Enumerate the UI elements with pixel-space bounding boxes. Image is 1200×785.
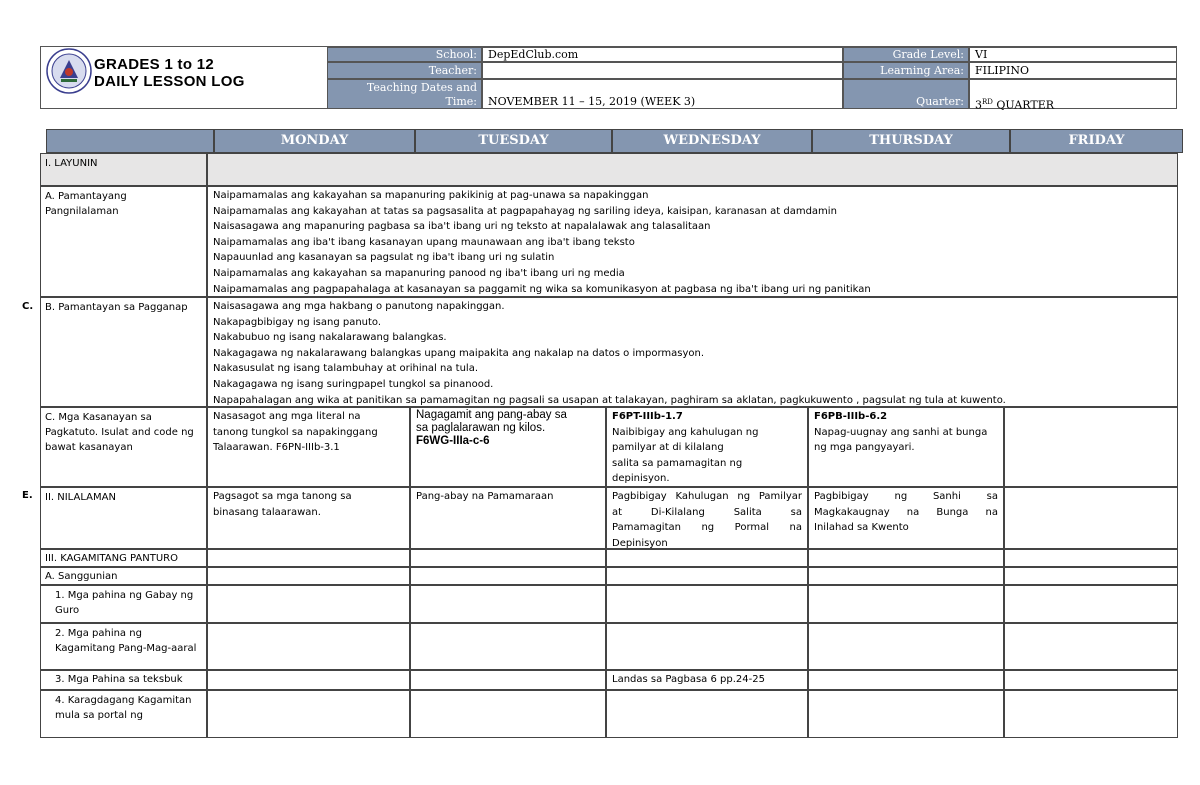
- teksbuk-thursday: [808, 670, 1004, 690]
- day-header-friday: FRIDAY: [1010, 129, 1183, 153]
- kasanayan-tuesday-line: sa paglalarawan ng kilos.: [416, 422, 546, 434]
- pagganap-line: Nakagagawa ng isang suringpapel tungkol sa pinanood.: [213, 378, 494, 390]
- quarter-value: [969, 79, 1177, 112]
- karagdagang-friday: [1004, 690, 1178, 738]
- sanggunian-monday: [207, 567, 410, 585]
- kagamitang-thursday: [808, 549, 1004, 567]
- page-title-line1: GRADES 1 to 12: [94, 56, 215, 73]
- gabay-wednesday: [606, 585, 808, 623]
- karagdagang-thursday: [808, 690, 1004, 738]
- nilalaman-wednesday-line: Depinisyon: [612, 537, 668, 549]
- nilalaman-wednesday-line: Pagbibigay Kahulugan ng Pamilyar: [612, 491, 802, 502]
- karagdagang-wednesday: [606, 690, 808, 738]
- dates-label-line1: Teaching Dates and: [366, 81, 477, 94]
- kasanayan-tuesday-line: Nagagamit ang pang-abay sa: [416, 409, 567, 421]
- teksbuk-wednesday: Landas sa Pagbasa 6 pp.24-25: [606, 670, 808, 690]
- row-label-karagdagang: 4. Karagdagang Kagamitan mula sa portal ng: [40, 690, 207, 738]
- pamantayang-line: Naipamamalas ang kakayahan sa mapanuring pakikinig at pag-unawa sa napakinggan: [213, 190, 649, 201]
- nilalaman-wednesday: [606, 487, 808, 549]
- kasanayan-wednesday-line: pamilyar at di kilalang: [612, 442, 724, 454]
- nilalaman-monday: [207, 487, 410, 549]
- quarter-sup: RD: [982, 98, 993, 106]
- teksbuk-monday: [207, 670, 410, 690]
- sanggunian-friday: [1004, 567, 1178, 585]
- gabay-thursday: [808, 585, 1004, 623]
- row-label-kagamitang-pang: 2. Mga pahina ng Kagamitang Pang-Mag-aaral: [40, 623, 207, 670]
- kasanayan-monday: [207, 407, 410, 487]
- day-header-monday: MONDAY: [214, 129, 415, 153]
- nilalaman-wednesday-line: Pamamagitan ng Pormal na: [612, 522, 802, 534]
- kasanayan-thursday-line: ng mga pangyayari.: [814, 442, 915, 454]
- row-label-gabay: 1. Mga pahina ng Gabay ng Guro: [40, 585, 207, 623]
- marker-c: C.: [22, 301, 34, 312]
- kagamitang-pang-tuesday: [410, 623, 606, 670]
- kasanayan-wednesday: [606, 407, 808, 487]
- nilalaman-tuesday-line: Pang-abay na Pamamaraan: [416, 491, 554, 502]
- row-label-pagganap: B. Pamantayan sa Pagganap: [40, 297, 207, 407]
- gabay-tuesday: [410, 585, 606, 623]
- deped-seal-icon: [46, 48, 92, 94]
- nilalaman-tuesday: [410, 487, 606, 549]
- kasanayan-thursday: [808, 407, 1004, 487]
- kagamitang-tuesday: [410, 549, 606, 567]
- pamantayang-line: Naipamamalas ang pagpapahalaga at kasanayan sa paggamit ng wika sa komunikasyon at pagbasa ng iba't ibang uri ng panitikan: [213, 283, 871, 295]
- kasanayan-friday: [1004, 407, 1178, 487]
- row-label-teksbuk: 3. Mga Pahina sa teksbuk: [40, 670, 207, 690]
- kagamitang-pang-wednesday: [606, 623, 808, 670]
- row-label-nilalaman: II. NILALAMAN: [40, 487, 207, 549]
- row-label-kasanayan: C. Mga Kasanayan sa Pagkatuto. Isulat and code ng bawat kasanayan: [40, 407, 207, 487]
- pamantayang-line: Napauunlad ang kasanayan sa pagsulat ng iba't ibang uri ng sulatin: [213, 252, 555, 264]
- kasanayan-thursday-code: F6PB-IIIb-6.2: [814, 411, 888, 422]
- nilalaman-thursday: [808, 487, 1004, 549]
- kagamitang-monday: [207, 549, 410, 567]
- teacher-label: Teacher:: [327, 62, 482, 79]
- kasanayan-tuesday-code: F6WG-IIIa-c-6: [416, 435, 490, 447]
- kagamitang-friday: [1004, 549, 1178, 567]
- kasanayan-monday-line: Talaarawan. F6PN-IIIb-3.1: [213, 442, 340, 454]
- row-layunin-content: [207, 153, 1178, 186]
- nilalaman-monday-line: Pagsagot sa mga tanong sa: [213, 491, 352, 502]
- karagdagang-tuesday: [410, 690, 606, 738]
- kasanayan-wednesday-code: F6PT-IIIb-1.7: [612, 411, 683, 422]
- nilalaman-thursday-line: Magkakaugnay na Bunga na: [814, 506, 998, 518]
- day-header-blank: [46, 129, 214, 153]
- teacher-value: [482, 62, 843, 79]
- school-value: DepEdClub.com: [482, 47, 843, 62]
- kagamitang-wednesday: [606, 549, 808, 567]
- sanggunian-tuesday: [410, 567, 606, 585]
- row-label-sanggunian: A. Sanggunian: [40, 567, 207, 585]
- nilalaman-thursday-line: Inilahad sa Kwento: [814, 522, 909, 534]
- quarter-label: Quarter:: [843, 79, 969, 109]
- nilalaman-thursday-line: Pagbibigay ng Sanhi sa: [814, 491, 998, 502]
- kasanayan-thursday-line: Napag-uugnay ang sanhi at bunga: [814, 426, 988, 438]
- dates-label-line2: Time:: [445, 95, 477, 108]
- day-header-wednesday: WEDNESDAY: [612, 129, 812, 153]
- pagganap-line: Naisasagawa ang mga hakbang o panutong napakinggan.: [213, 301, 505, 312]
- school-label: School:: [327, 47, 482, 62]
- marker-e: E.: [22, 490, 33, 501]
- quarter-num: 3: [975, 98, 982, 112]
- nilalaman-wednesday-line: at Di-Kilalang Salita sa: [612, 506, 802, 518]
- row-pagganap-content: [207, 297, 1178, 407]
- teksbuk-friday: [1004, 670, 1178, 690]
- row-pamantayang-content: [207, 186, 1178, 297]
- quarter-text: QUARTER: [992, 98, 1055, 112]
- pagganap-line: Nakabubuo ng isang nakalarawang balangkas.: [213, 332, 447, 344]
- kasanayan-wednesday-line: salita sa pamamagitan ng: [612, 457, 743, 469]
- kasanayan-monday-line: tanong tungkol sa napakinggang: [213, 426, 378, 438]
- row-label-pamantayang: A. Pamantayang Pangnilalaman: [40, 186, 207, 297]
- karagdagang-monday: [207, 690, 410, 738]
- row-label-layunin: I. LAYUNIN: [40, 153, 207, 186]
- kasanayan-wednesday-line: Naibibigay ang kahulugan ng: [612, 426, 759, 438]
- kasanayan-monday-line: Nasasagot ang mga literal na: [213, 411, 361, 422]
- kagamitang-pang-thursday: [808, 623, 1004, 670]
- day-header-thursday: THURSDAY: [812, 129, 1010, 153]
- sanggunian-thursday: [808, 567, 1004, 585]
- nilalaman-friday: [1004, 487, 1178, 549]
- pagganap-line: Napapahalagan ang wika at panitikan sa pamamagitan ng pagsali sa usapan at talakayan, paghiram sa aklatan, pagkukuwento , pagsulat ng tula at kuwento.: [213, 394, 1006, 406]
- kasanayan-wednesday-line: depinisyon.: [612, 473, 670, 485]
- nilalaman-monday-line: binasang talaarawan.: [213, 506, 321, 518]
- row-label-kagamitang: III. KAGAMITANG PANTURO: [40, 549, 207, 567]
- pagganap-line: Nakapagbibigay ng isang panuto.: [213, 316, 382, 328]
- day-header-tuesday: TUESDAY: [415, 129, 612, 153]
- pagganap-line: Nakagagawa ng nakalarawang balangkas upang maipakita ang nakalap na datos o impormasyon.: [213, 347, 705, 359]
- pamantayang-line: Naipamamalas ang iba't ibang kasanayan upang maunawaan ang iba't ibang teksto: [213, 236, 635, 248]
- grade-label: Grade Level:: [843, 47, 969, 62]
- kagamitang-pang-friday: [1004, 623, 1178, 670]
- teksbuk-tuesday: [410, 670, 606, 690]
- page-title-line2: DAILY LESSON LOG: [94, 73, 245, 90]
- gabay-monday: [207, 585, 410, 623]
- pagganap-line: Nakasusulat ng isang talambuhay at orihinal na tula.: [213, 363, 479, 375]
- pamantayang-line: Naisasagawa ang mapanuring pagbasa sa iba't ibang uri ng teksto at napalalawak ang talasalitaan: [213, 221, 711, 233]
- dates-value: NOVEMBER 11 – 15, 2019 (WEEK 3): [482, 79, 843, 109]
- area-value: FILIPINO: [969, 62, 1177, 79]
- pamantayang-line: Naipamamalas ang kakayahan sa mapanuring panood ng iba't ibang uri ng media: [213, 267, 625, 279]
- kagamitang-pang-monday: [207, 623, 410, 670]
- dates-label: [327, 79, 482, 109]
- sanggunian-wednesday: [606, 567, 808, 585]
- kasanayan-tuesday: [410, 407, 606, 487]
- area-label: Learning Area:: [843, 62, 969, 79]
- pamantayang-line: Naipamamalas ang kakayahan at tatas sa pagsasalita at pagpapahayag ng sariling ideya, kaisipan, karanasan at damdamin: [213, 205, 837, 217]
- grade-value: VI: [969, 47, 1177, 62]
- gabay-friday: [1004, 585, 1178, 623]
